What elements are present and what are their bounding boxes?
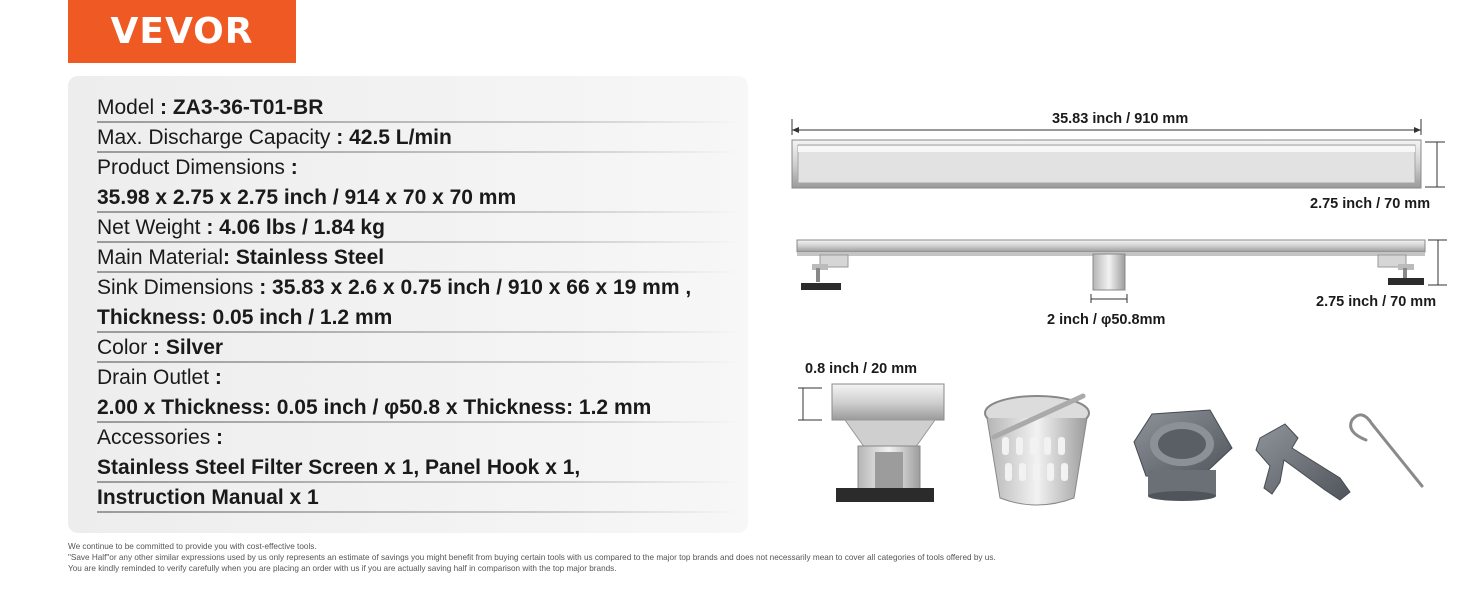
dimension-outlet-height: 0.8 inch / 20 mm bbox=[805, 361, 918, 377]
vevor-logo: VEVOR bbox=[68, 0, 296, 63]
outlet-nut-illustration bbox=[1134, 410, 1232, 501]
spec-label: Product Dimensions bbox=[97, 156, 291, 179]
dimension-outlet: 2 inch / φ50.8mm bbox=[1047, 312, 1166, 328]
disclaimer-line: You are kindly reminded to verify carefully when you are placing an order with us if you are actually saving half in comparison with the top major brands. bbox=[68, 564, 617, 573]
spec-label: Model bbox=[97, 96, 161, 119]
spec-label: Drain Outlet bbox=[97, 366, 215, 389]
dimension-side-height: 2.75 inch / 70 mm bbox=[1316, 294, 1437, 310]
spec-value: : bbox=[216, 426, 224, 449]
panel-key-illustration bbox=[1256, 424, 1350, 500]
dimension-top-height: 2.75 inch / 70 mm bbox=[1310, 196, 1431, 212]
drain-top-view bbox=[792, 119, 1445, 188]
spec-label: Max. Discharge Capacity bbox=[97, 126, 337, 149]
spec-value: Stainless Steel Filter Screen x 1, Panel Hook x 1, bbox=[97, 456, 581, 479]
spec-label: Net Weight bbox=[97, 216, 207, 239]
spec-value: : Stainless Steel bbox=[223, 246, 385, 269]
drain-outlet-illustration bbox=[798, 384, 944, 502]
spec-value: 2.00 x Thickness: 0.05 inch / φ50.8 x Thickness: 1.2 mm bbox=[97, 396, 652, 419]
spec-label: Color bbox=[97, 336, 154, 359]
spec-value: : ZA3-36-T01-BR bbox=[160, 96, 324, 119]
spec-label: Sink Dimensions bbox=[97, 276, 260, 299]
spec-value: : bbox=[290, 156, 298, 179]
panel-hook-illustration bbox=[1351, 415, 1422, 486]
spec-value: : 4.06 lbs / 1.84 kg bbox=[206, 216, 385, 239]
spec-label: Accessories bbox=[97, 426, 217, 449]
spec-label: Main Material bbox=[97, 246, 224, 269]
spec-value: : 35.83 x 2.6 x 0.75 inch / 910 x 66 x 19 mm , bbox=[259, 276, 692, 299]
disclaimer-line: We continue to be committed to provide you with cost-effective tools. bbox=[68, 542, 317, 551]
spec-value: 35.98 x 2.75 x 2.75 inch / 914 x 70 x 70 mm bbox=[97, 186, 517, 209]
spec-value: : bbox=[214, 366, 222, 389]
dimension-top-length: 35.83 inch / 910 mm bbox=[1052, 111, 1189, 127]
spec-value: Thickness: 0.05 inch / 1.2 mm bbox=[97, 306, 393, 329]
disclaimer-line: "Save Half"or any other similar expressions used by us only represents an estimate of savings you might benefit from buying certain tools with us compared to the major top brands and does not necessarily mean to cover all categories of tools offered by us. bbox=[68, 553, 996, 562]
filter-screen-illustration bbox=[985, 396, 1089, 505]
spec-value: Instruction Manual x 1 bbox=[97, 486, 319, 509]
spec-value: : 42.5 L/min bbox=[336, 126, 452, 149]
spec-value: : Silver bbox=[153, 336, 224, 359]
